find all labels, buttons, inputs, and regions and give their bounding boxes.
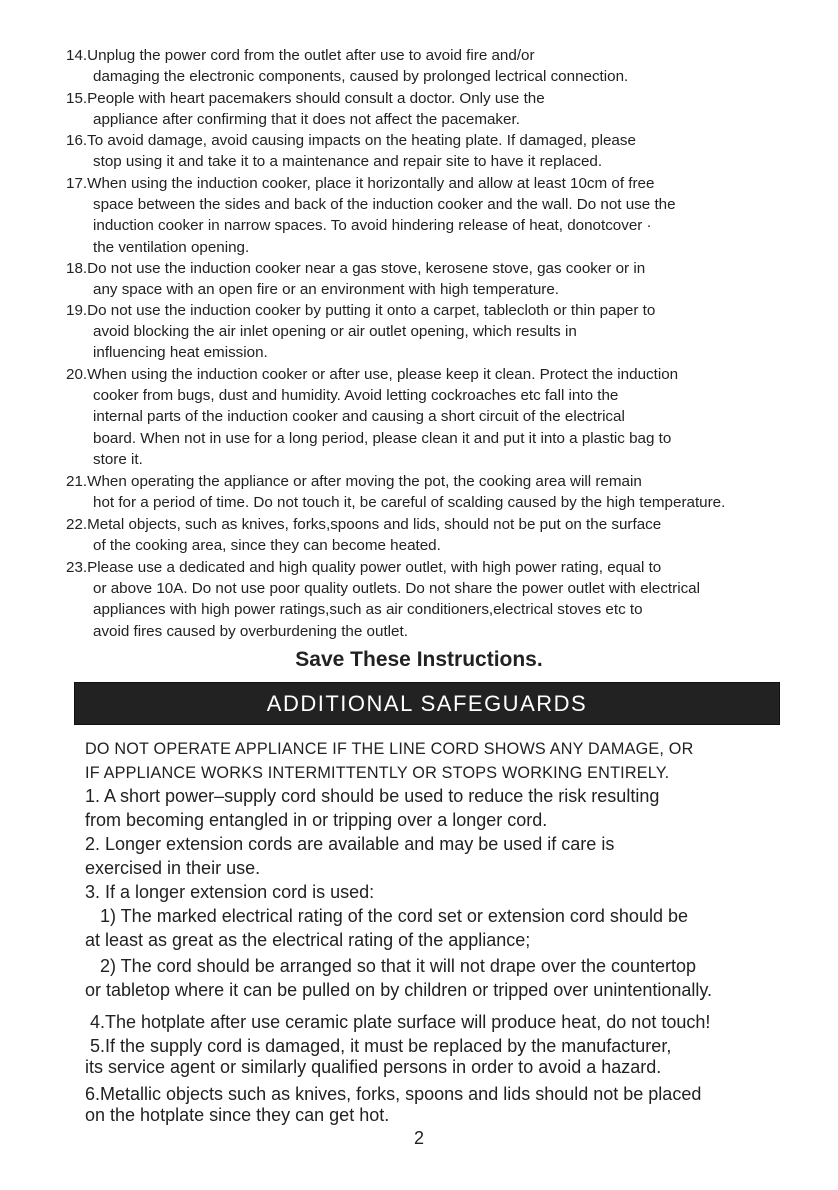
safeguard-line: at least as great as the electrical rating of the appliance; (85, 930, 531, 950)
warning-paragraph (85, 737, 693, 785)
safeguard-line: 2) The cord should be arranged so that it will not drape over the countertop (85, 956, 697, 976)
safeguard-3-1 (85, 904, 688, 952)
safeguard-line: 4.The hotplate after use ceramic plate surface will produce heat, do not touch! (85, 1012, 711, 1032)
instruction-line: 18.Do not use the induction cooker near a gas stove, kerosene stove, gas cooker or in (66, 260, 646, 277)
instruction-line: of the cooking area, since they can become heated. (93, 537, 441, 555)
save-instructions-heading: Save These Instructions. (295, 648, 543, 671)
warning-line: DO NOT OPERATE APPLIANCE IF THE LINE CORD SHOWS ANY DAMAGE, OR (85, 740, 694, 758)
instruction-17 (66, 173, 676, 258)
instruction-line: 20.When using the induction cooker or after use, please keep it clean. Protect the induction (66, 366, 679, 383)
additional-safeguards-banner (74, 682, 780, 725)
safeguard-1 (85, 784, 659, 832)
instruction-line: appliance after confirming that it does not affect the pacemaker. (93, 111, 520, 129)
instruction-23 (66, 557, 700, 642)
instruction-line: appliances with high power ratings,such as air conditioners,electrical stoves etc to (93, 601, 643, 619)
safeguard-6 (85, 1084, 701, 1126)
instruction-line: space between the sides and back of the induction cooker and the wall. Do not use the (93, 196, 676, 214)
safeguard-line: 3. If a longer extension cord is used: (85, 882, 375, 902)
safeguard-line: 2. Longer extension cords are available and may be used if care is (85, 834, 615, 854)
safeguard-2 (85, 832, 614, 880)
safeguard-line: on the hotplate since they can get hot. (85, 1105, 390, 1125)
instruction-line: 22.Metal objects, such as knives, forks,spoons and lids, should not be put on the surface (66, 516, 662, 533)
instruction-line: avoid fires caused by overburdening the outlet. (93, 622, 408, 640)
safeguard-5 (85, 1036, 671, 1078)
instruction-21 (66, 471, 725, 513)
instruction-14 (66, 45, 628, 87)
safeguard-4 (85, 1010, 710, 1034)
instruction-line: 23.Please use a dedicated and high quality power outlet, with high power rating, equal to (66, 559, 662, 576)
safeguard-line: from becoming entangled in or tripping over a longer cord. (85, 810, 548, 830)
warning-line: IF APPLIANCE WORKS INTERMITTENTLY OR STOPS WORKING ENTIRELY. (85, 764, 670, 782)
safeguard-3-2 (85, 954, 712, 1002)
safeguard-3 (85, 880, 374, 904)
safeguard-line: exercised in their use. (85, 858, 261, 878)
instruction-line: internal parts of the induction cooker and causing a short circuit of the electrical (93, 408, 625, 426)
safeguard-line: or tabletop where it can be pulled on by children or tripped over unintentionally. (85, 980, 713, 1000)
instruction-line: avoid blocking the air inlet opening or air outlet opening, which results in (93, 323, 577, 341)
instruction-line: or above 10A. Do not use poor quality outlets. Do not share the power outlet with electrical (93, 580, 701, 598)
instruction-line: 16.To avoid damage, avoid causing impacts on the heating plate. If damaged, please (66, 132, 636, 149)
instruction-line: 21.When operating the appliance or after moving the pot, the cooking area will remain (66, 473, 642, 490)
safeguard-line: 5.If the supply cord is damaged, it must be replaced by the manufacturer, (85, 1036, 672, 1056)
instruction-22 (66, 514, 661, 556)
instruction-line: cooker from bugs, dust and humidity. Avoid letting cockroaches etc fall into the (93, 387, 619, 405)
instruction-line: 17.When using the induction cooker, place it horizontally and allow at least 10cm of free (66, 175, 655, 192)
instruction-line: induction cooker in narrow spaces. To avoid hindering release of heat, donotcover · (93, 217, 652, 235)
instruction-line: hot for a period of time. Do not touch it, be careful of scalding caused by the high temperature. (93, 494, 726, 512)
instruction-line: store it. (93, 450, 143, 468)
instruction-line: any space with an open fire or an environment with high temperature. (93, 281, 560, 299)
instruction-line: damaging the electronic components, caused by prolonged lectrical connection. (93, 68, 629, 86)
instruction-line: 14.Unplug the power cord from the outlet after use to avoid fire and/or (66, 47, 535, 64)
safeguard-line: 1) The marked electrical rating of the cord set or extension cord should be (85, 906, 688, 926)
instruction-line: the ventilation opening. (93, 238, 250, 256)
instruction-16 (66, 130, 636, 172)
instruction-line: board. When not in use for a long period, please clean it and put it into a plastic bag to (93, 429, 672, 447)
instruction-20 (66, 364, 678, 470)
instruction-line: 15.People with heart pacemakers should consult a doctor. Only use the (66, 90, 545, 107)
instruction-15 (66, 88, 545, 130)
instruction-19 (66, 300, 655, 364)
safeguard-line: 1. A short power–supply cord should be used to reduce the risk resulting (85, 786, 660, 806)
instruction-18 (66, 258, 645, 300)
instruction-line: influencing heat emission. (93, 344, 268, 362)
banner-title: ADDITIONAL SAFEGUARDS (266, 690, 588, 716)
instruction-line: 19.Do not use the induction cooker by putting it onto a carpet, tablecloth or thin paper to (66, 302, 656, 319)
safeguard-line: its service agent or similarly qualified persons in order to avoid a hazard. (85, 1057, 662, 1077)
safeguard-line: 6.Metallic objects such as knives, forks, spoons and lids should not be placed (85, 1084, 702, 1104)
page-number: 2 (413, 1128, 424, 1148)
instruction-line: stop using it and take it to a maintenance and repair site to have it replaced. (93, 153, 603, 171)
